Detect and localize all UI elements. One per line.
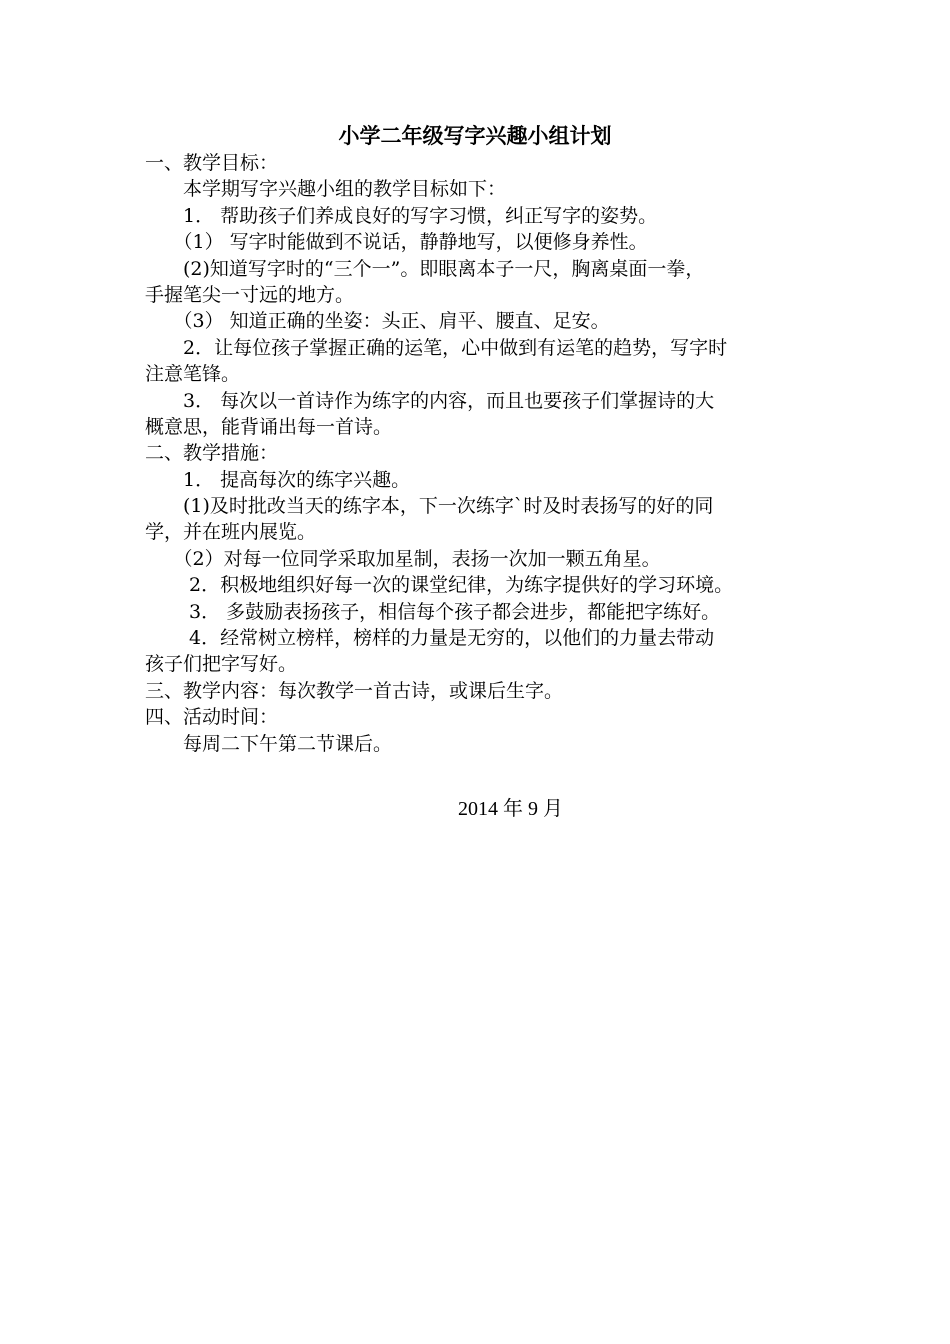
paragraph-line: 3． 每次以一首诗作为练字的内容，而且也要孩子们掌握诗的大 [145,389,715,412]
paragraph-line: （1） 写字时能做到不说话，静静地写，以便修身养性。 [145,231,648,254]
paragraph-line: (1)及时批改当天的练字本，下一次练字`时及时表扬写的好的同 [145,495,714,518]
paragraph-line: 4．经常树立榜样，榜样的力量是无穷的，以他们的力量去带动 [145,627,715,650]
section-heading-time: 四、活动时间： [145,706,279,729]
document-title: 小学二年级写字兴趣小组计划 [338,124,612,148]
paragraph-line: 学，并在班内展览。 [145,521,317,544]
paragraph-line: 2．积极地组织好每一次的课堂纪律，为练字提供好的学习环境。 [145,574,734,597]
document-body [145,150,815,757]
paragraph-line: 1． 提高每次的练字兴趣。 [145,468,411,491]
paragraph-line: 本学期写字兴趣小组的教学目标如下： [145,178,507,201]
document-date: 2014 年 9 月 [458,798,563,820]
paragraph-line: 1． 帮助孩子们养成良好的写字习惯，纠正写字的姿势。 [145,204,658,227]
paragraph-line: （3） 知道正确的坐姿：头正、肩平、腰直、足安。 [145,310,610,333]
paragraph-line: 概意思，能背诵出每一首诗。 [145,415,393,438]
paragraph-line: 手握笔尖一寸远的地方。 [145,283,355,306]
paragraph-line: 3． 多鼓励表扬孩子，相信每个孩子都会进步，都能把字练好。 [145,600,721,623]
paragraph-line: (2)知道写字时的“三个一”。即眼离本子一尺，胸离桌面一拳， [145,257,705,280]
section-heading-content: 三、教学内容：每次教学一首古诗，或课后生字。 [145,679,564,702]
paragraph-line: 孩子们把字写好。 [145,653,298,676]
paragraph-line: （2）对每一位同学采取加星制，表扬一次加一颗五角星。 [145,547,661,570]
paragraph-line: 注意笔锋。 [145,363,241,386]
paragraph-line: 2．让每位孩子掌握正确的运笔，心中做到有运笔的趋势，写字时 [145,336,728,359]
section-heading-measures: 二、教学措施： [145,442,279,465]
paragraph-line: 每周二下午第二节课后。 [145,732,393,755]
section-heading-goals: 一、教学目标： [145,152,279,174]
